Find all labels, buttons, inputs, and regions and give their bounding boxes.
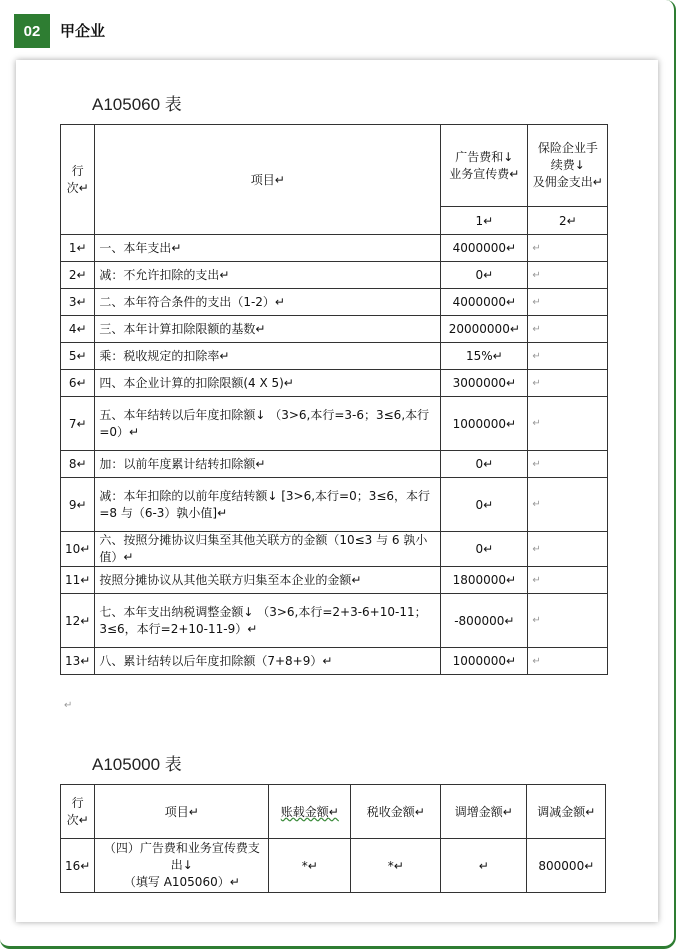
table2-header-row	[61, 785, 606, 839]
row-no: 6↵	[61, 370, 95, 397]
table-row	[61, 451, 608, 478]
table-row	[61, 532, 608, 567]
header-col2-text: 保险企业手 续费↓ 及佣金支出↵	[532, 141, 603, 189]
row-item: 减：本年扣除的以前年度结转额↓ [3>6,本行=0；3≤6，本行=8 与（6-3）孰小值]↵	[95, 478, 441, 532]
t2-header-decrease-amount: 调减金额↵	[527, 785, 606, 839]
t2-header-increase-amount: 调增金额↵	[441, 785, 527, 839]
row-insurance-commission: ↵	[528, 343, 608, 370]
row-item: 一、本年支出↵	[95, 235, 441, 262]
table-row	[61, 262, 608, 289]
table2-row	[61, 839, 606, 893]
row-no: 12↵	[61, 594, 95, 648]
row-insurance-commission: ↵	[528, 397, 608, 451]
row-item: 五、本年结转以后年度扣除额↓ （3>6,本行=3-6；3≤6,本行=0）↵	[95, 397, 441, 451]
row-item: 加：以前年度累计结转扣除额↵	[95, 451, 441, 478]
row-ad-expense: 0↵	[441, 532, 528, 567]
t2-row-item-text: （四）广告费和业务宣传费支出↓ （填写 A105060）↵	[103, 841, 260, 889]
table-row	[61, 316, 608, 343]
row-ad-expense: 1000000↵	[441, 648, 528, 675]
t2-header-item: 项目↵	[95, 785, 269, 839]
table-a105000	[60, 784, 606, 893]
row-ad-expense: 1000000↵	[441, 397, 528, 451]
company-name: 甲企业	[60, 22, 106, 40]
row-insurance-commission: ↵	[528, 316, 608, 343]
row-no: 3↵	[61, 289, 95, 316]
row-insurance-commission: ↵	[528, 532, 608, 567]
row-ad-expense: 3000000↵	[441, 370, 528, 397]
table-a105060	[60, 124, 608, 675]
t2-row-no: 16↵	[61, 839, 95, 893]
row-no: 4↵	[61, 316, 95, 343]
row-ad-expense: 15%↵	[441, 343, 528, 370]
row-ad-expense: 0↵	[441, 478, 528, 532]
row-no: 13↵	[61, 648, 95, 675]
row-insurance-commission: ↵	[528, 567, 608, 594]
table1-header-row	[61, 125, 608, 207]
section-badge: 02	[14, 14, 50, 48]
header-col1-text: 广告费和↓ 业务宣传费↵	[449, 149, 520, 181]
row-no: 1↵	[61, 235, 95, 262]
row-no: 2↵	[61, 262, 95, 289]
row-no: 5↵	[61, 343, 95, 370]
row-insurance-commission: ↵	[528, 262, 608, 289]
row-insurance-commission: ↵	[528, 478, 608, 532]
row-no: 7↵	[61, 397, 95, 451]
table-row	[61, 343, 608, 370]
table-row	[61, 397, 608, 451]
table-row	[61, 594, 608, 648]
table-row	[61, 289, 608, 316]
header-col1-no: 1↵	[441, 207, 528, 235]
header-col2	[528, 125, 608, 207]
row-insurance-commission: ↵	[528, 594, 608, 648]
t2-row-v1: *↵	[269, 839, 351, 893]
row-no: 10↵	[61, 532, 95, 567]
paragraph-mark: ↵	[64, 700, 73, 711]
table-row	[61, 648, 608, 675]
t2-header-row-no-text: 行 次↵	[66, 795, 89, 827]
t2-row-item	[95, 839, 269, 893]
row-ad-expense: 20000000↵	[441, 316, 528, 343]
row-insurance-commission: ↵	[528, 451, 608, 478]
row-ad-expense: 0↵	[441, 451, 528, 478]
row-item: 二、本年符合条件的支出（1-2）↵	[95, 289, 441, 316]
row-ad-expense: -800000↵	[441, 594, 528, 648]
row-no: 11↵	[61, 567, 95, 594]
row-item: 乘：税收规定的扣除率↵	[95, 343, 441, 370]
row-item: 八、累计结转以后年度扣除额（7+8+9）↵	[95, 648, 441, 675]
header-item: 项目↵	[95, 125, 441, 235]
header-col1	[441, 125, 528, 207]
row-ad-expense: 4000000↵	[441, 289, 528, 316]
row-insurance-commission: ↵	[528, 648, 608, 675]
row-item: 六、按照分摊协议归集至其他关联方的金额（10≤3 与 6 孰小值）↵	[95, 532, 441, 567]
row-item: 七、本年支出纳税调整金额↓ （3>6,本行=2+3-6+10-11；3≤6，本行=2+10-11-9）↵	[95, 594, 441, 648]
table-row	[61, 478, 608, 532]
row-item: 三、本年计算扣除限额的基数↵	[95, 316, 441, 343]
row-no: 9↵	[61, 478, 95, 532]
row-ad-expense: 1800000↵	[441, 567, 528, 594]
t2-header-book-amount	[269, 785, 351, 839]
row-insurance-commission: ↵	[528, 289, 608, 316]
table1-title: A105060 表	[92, 95, 182, 114]
row-item: 四、本企业计算的扣除限额(4 X 5)↵	[95, 370, 441, 397]
row-item: 按照分摊协议从其他关联方归集至本企业的金额↵	[95, 567, 441, 594]
header-col2-no: 2↵	[528, 207, 608, 235]
row-ad-expense: 0↵	[441, 262, 528, 289]
table-row	[61, 235, 608, 262]
row-ad-expense: 4000000↵	[441, 235, 528, 262]
t2-header-row-no	[61, 785, 95, 839]
t2-row-v2: *↵	[351, 839, 441, 893]
t2-row-v3: ↵	[441, 839, 527, 893]
row-insurance-commission: ↵	[528, 370, 608, 397]
t2-header-tax-amount: 税收金额↵	[351, 785, 441, 839]
table-row	[61, 567, 608, 594]
row-item: 减：不允许扣除的支出↵	[95, 262, 441, 289]
row-insurance-commission: ↵	[528, 235, 608, 262]
document-image	[16, 60, 658, 922]
t2-header-book-amount-text: 账载金额↵	[280, 805, 339, 819]
header-row-no	[61, 125, 95, 235]
row-no: 8↵	[61, 451, 95, 478]
table2-title: A105000 表	[92, 755, 182, 774]
t2-row-v4: 800000↵	[527, 839, 606, 893]
header-row-no-text: 行 次↵	[66, 163, 89, 195]
table-row	[61, 370, 608, 397]
